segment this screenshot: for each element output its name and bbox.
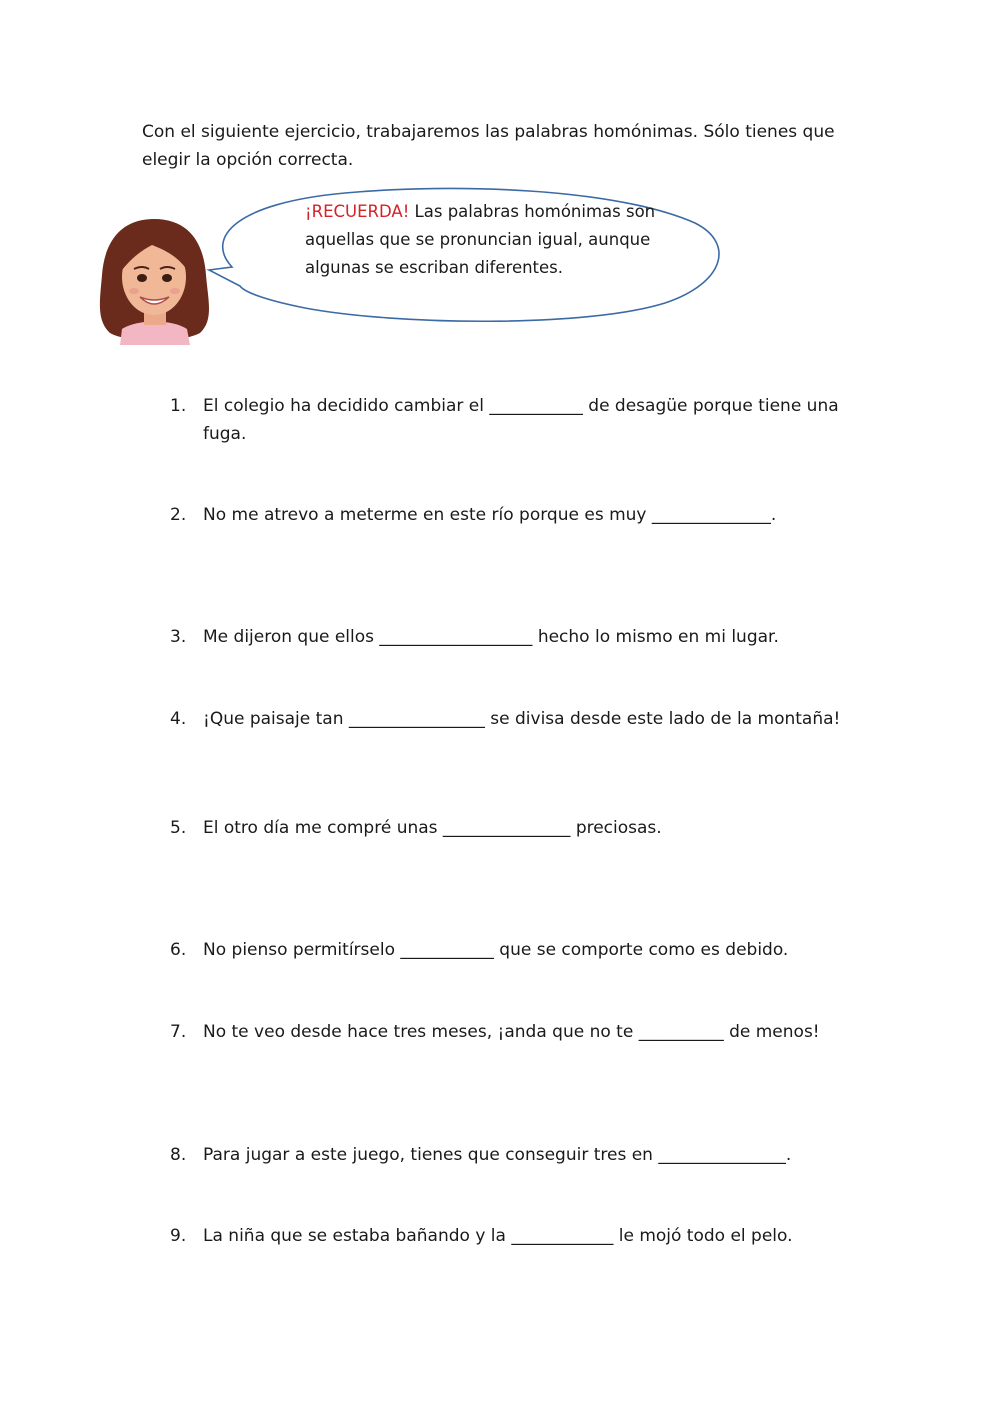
item-number: 4. [170, 709, 187, 729]
item-text: No me atrevo a meterme en este río porque es muy ______________. [203, 505, 777, 525]
teacher-avatar-icon [92, 215, 217, 345]
item-number: 5. [170, 818, 187, 838]
item-text: ¡Que paisaje tan ________________ se divisa desde este lado de la montaña! [203, 709, 841, 729]
item-text: Para jugar a este juego, tienes que conseguir tres en _______________. [203, 1145, 792, 1165]
reminder-text: Las palabras homónimas son aquellas que se pronuncian igual, aunque algunas se escriban diferentes. [305, 202, 656, 277]
item-text: El colegio ha decidido cambiar el ___________ de desagüe porque tiene una fuga. [203, 396, 839, 444]
item-number: 3. [170, 627, 187, 647]
instructions-text: Con el siguiente ejercicio, trabajaremos las palabras homónimas. Sólo tienes que elegir la opción correcta. [142, 122, 835, 170]
item-number: 8. [170, 1145, 187, 1165]
reminder-highlight: ¡RECUERDA! [305, 202, 410, 221]
item-text: No pienso permitírselo ___________ que se comporte como es debido. [203, 940, 789, 960]
exercise-item [170, 1141, 850, 1169]
item-number: 7. [170, 1022, 187, 1042]
exercise-item [170, 501, 850, 529]
item-text: Me dijeron que ellos __________________ hecho lo mismo en mi lugar. [203, 627, 779, 647]
exercise-item [170, 1222, 850, 1250]
item-number: 2. [170, 505, 187, 525]
item-number: 6. [170, 940, 187, 960]
exercise-item [170, 936, 850, 964]
exercise-item [170, 1018, 850, 1046]
speech-bubble-text [305, 198, 685, 282]
item-text: La niña que se estaba bañando y la ____________ le mojó todo el pelo. [203, 1226, 793, 1246]
item-text: No te veo desde hace tres meses, ¡anda que no te __________ de menos! [203, 1022, 820, 1042]
exercise-item [170, 705, 850, 733]
exercise-item [170, 814, 850, 842]
item-number: 9. [170, 1226, 187, 1246]
item-number: 1. [170, 396, 187, 416]
exercise-item [170, 392, 850, 448]
exercise-item [170, 623, 850, 651]
item-text: El otro día me compré unas _______________ preciosas. [203, 818, 662, 838]
